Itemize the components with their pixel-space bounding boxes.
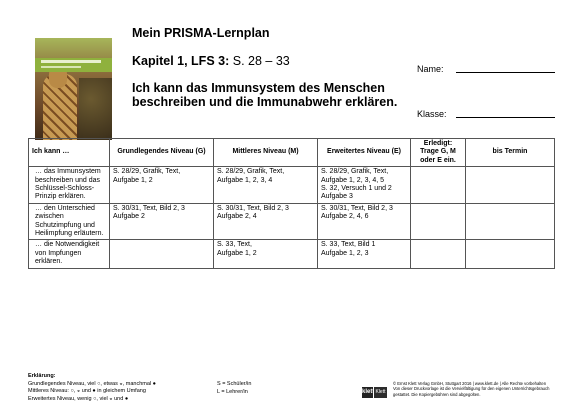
cell-text: erklären. — [35, 258, 63, 266]
cell-text: Aufgabe 1, 2, 3, 4 — [217, 176, 273, 184]
copyright-notice — [393, 381, 563, 397]
cell-text: S. 30/31, Text, Bild 2, 3 — [321, 204, 393, 212]
klett-logo-mark: klett — [362, 387, 373, 398]
cover-title-strip — [41, 60, 101, 63]
cell-text: Schlüssel-Schloss- — [35, 185, 95, 193]
name-input-line[interactable] — [456, 72, 555, 73]
cell-text: zwischen — [35, 213, 64, 221]
cell-text: Aufgabe 1, 2, 3 — [321, 249, 369, 257]
cell-deadline-input[interactable] — [466, 240, 555, 268]
cell-text: S. 28/29, Grafik, Text, — [113, 168, 181, 176]
cell-text: Aufgabe 2, 4 — [217, 213, 257, 221]
cell-text: … das Immunsystem — [35, 168, 101, 176]
class-input-line[interactable] — [456, 117, 555, 118]
header-basic-level: Grundlegendes Niveau (G) — [110, 139, 214, 167]
cell-deadline-input[interactable] — [466, 167, 555, 204]
table-header-row — [29, 139, 555, 167]
cell-done-input[interactable] — [411, 167, 466, 204]
cover-foliage — [79, 78, 112, 140]
role-legend — [217, 381, 251, 396]
goal-line-1: Ich kann das Immunsystem des Menschen — [132, 81, 385, 95]
cell-can — [29, 167, 110, 204]
book-cover-image — [35, 38, 112, 140]
legend-line-basic: Grundlegendes Niveau, viel ○, etwas ◒, manchmal ● — [28, 380, 156, 387]
header-deadline: bis Termin — [466, 139, 555, 167]
role-teacher: L = Lehrer/in — [217, 388, 248, 395]
copyright-line: © Ernst Klett Verlag GmbH, Stuttgart 2016 | www.klett.de | Alle Rechte vorbehalten — [393, 381, 547, 386]
cell-text: Aufgabe 1, 2, 3, 4, 5 — [321, 176, 385, 184]
header-done-l2: Trage G, M — [420, 148, 456, 156]
cell-text: S. 32, Versuch 1 und 2 — [321, 185, 392, 193]
klett-logo-word: Klett — [374, 387, 387, 398]
legend-line-medium: Mittleres Niveau: ○, ◒ und ● in gleichem Umfang — [28, 388, 146, 395]
header-done-l1: Erledigt: — [423, 140, 453, 147]
cell-can — [29, 240, 110, 268]
copyright-line: Von dieser Druckvorlage ist die Vervielfältigung für den eigenen Unterrichtsgebrauch — [393, 386, 550, 392]
header-can: Ich kann … — [29, 139, 110, 167]
cell-text: Aufgabe 1, 2 — [113, 176, 153, 184]
cell-text: S. 28/29, Grafik, Text, — [217, 168, 285, 176]
table-row — [29, 167, 555, 204]
klett-logo — [362, 385, 388, 399]
cell-extended — [318, 203, 411, 240]
cell-text: … die Notwendigkeit — [35, 241, 100, 249]
header-medium-level: Mittleres Niveau (M) — [214, 139, 318, 167]
cell-text: Prinzip erklären. — [35, 193, 86, 201]
class-label: Klasse: — [417, 109, 447, 119]
cell-text: Aufgabe 2, 4, 6 — [321, 213, 369, 221]
copyright-line: gestattet. Die Kopiergebühren sind abgegolten. — [393, 391, 481, 397]
cover-subtitle-strip — [41, 66, 81, 68]
header-done-l3: oder E ein. — [420, 156, 456, 164]
cell-extended — [318, 167, 411, 204]
cell-text: S. 33, Text, Bild 1 — [321, 241, 376, 249]
cell-done-input[interactable] — [411, 203, 466, 240]
cell-basic — [110, 203, 214, 240]
header-extended-level: Erweitertes Niveau (E) — [318, 139, 411, 167]
header-done — [411, 139, 466, 167]
cell-medium — [214, 240, 318, 268]
cell-text: S. 33, Text, — [217, 241, 252, 249]
cell-medium — [214, 203, 318, 240]
learning-plan-table — [28, 138, 555, 269]
cell-can — [29, 203, 110, 240]
cell-medium — [214, 167, 318, 204]
legend-title: Erklärung: — [28, 373, 56, 379]
cell-text: Schutzimpfung und — [35, 221, 95, 229]
cell-deadline-input[interactable] — [466, 203, 555, 240]
cell-text: Aufgabe 1, 2 — [217, 249, 257, 257]
chapter-pages: S. 28 – 33 — [232, 54, 290, 68]
table-row — [29, 240, 555, 268]
legend-line-extended: Erweitertes Niveau, wenig ○, viel ◒ und ● — [28, 395, 129, 402]
cell-done-input[interactable] — [411, 240, 466, 268]
cell-basic — [110, 240, 214, 268]
cell-text: S. 28/29, Grafik, Text, — [321, 168, 389, 176]
table-row — [29, 203, 555, 240]
name-label: Name: — [417, 64, 444, 74]
cell-text: Aufgabe 3 — [321, 193, 353, 201]
goal-line-2: beschreiben und die Immunabwehr erklären. — [132, 95, 398, 109]
chapter-label: Kapitel 1, LFS 3: — [132, 54, 230, 68]
cell-text: Aufgabe 2 — [113, 213, 145, 221]
chapter-line — [132, 54, 290, 68]
legend — [28, 373, 156, 403]
cell-extended — [318, 240, 411, 268]
role-student: S = Schüler/in — [217, 381, 252, 387]
cell-text: S. 30/31, Text, Bild 2, 3 — [217, 204, 289, 212]
page-title: Mein PRISMA-Lernplan — [132, 26, 270, 40]
cell-basic — [110, 167, 214, 204]
cell-text: Heilimpfung erläutern. — [35, 230, 104, 238]
cell-text: beschreiben und das — [35, 176, 100, 184]
cell-text: S. 30/31, Text, Bild 2, 3 — [113, 204, 185, 212]
cell-text: von Impfungen — [35, 249, 82, 257]
cell-text: … den Unterschied — [35, 204, 95, 212]
